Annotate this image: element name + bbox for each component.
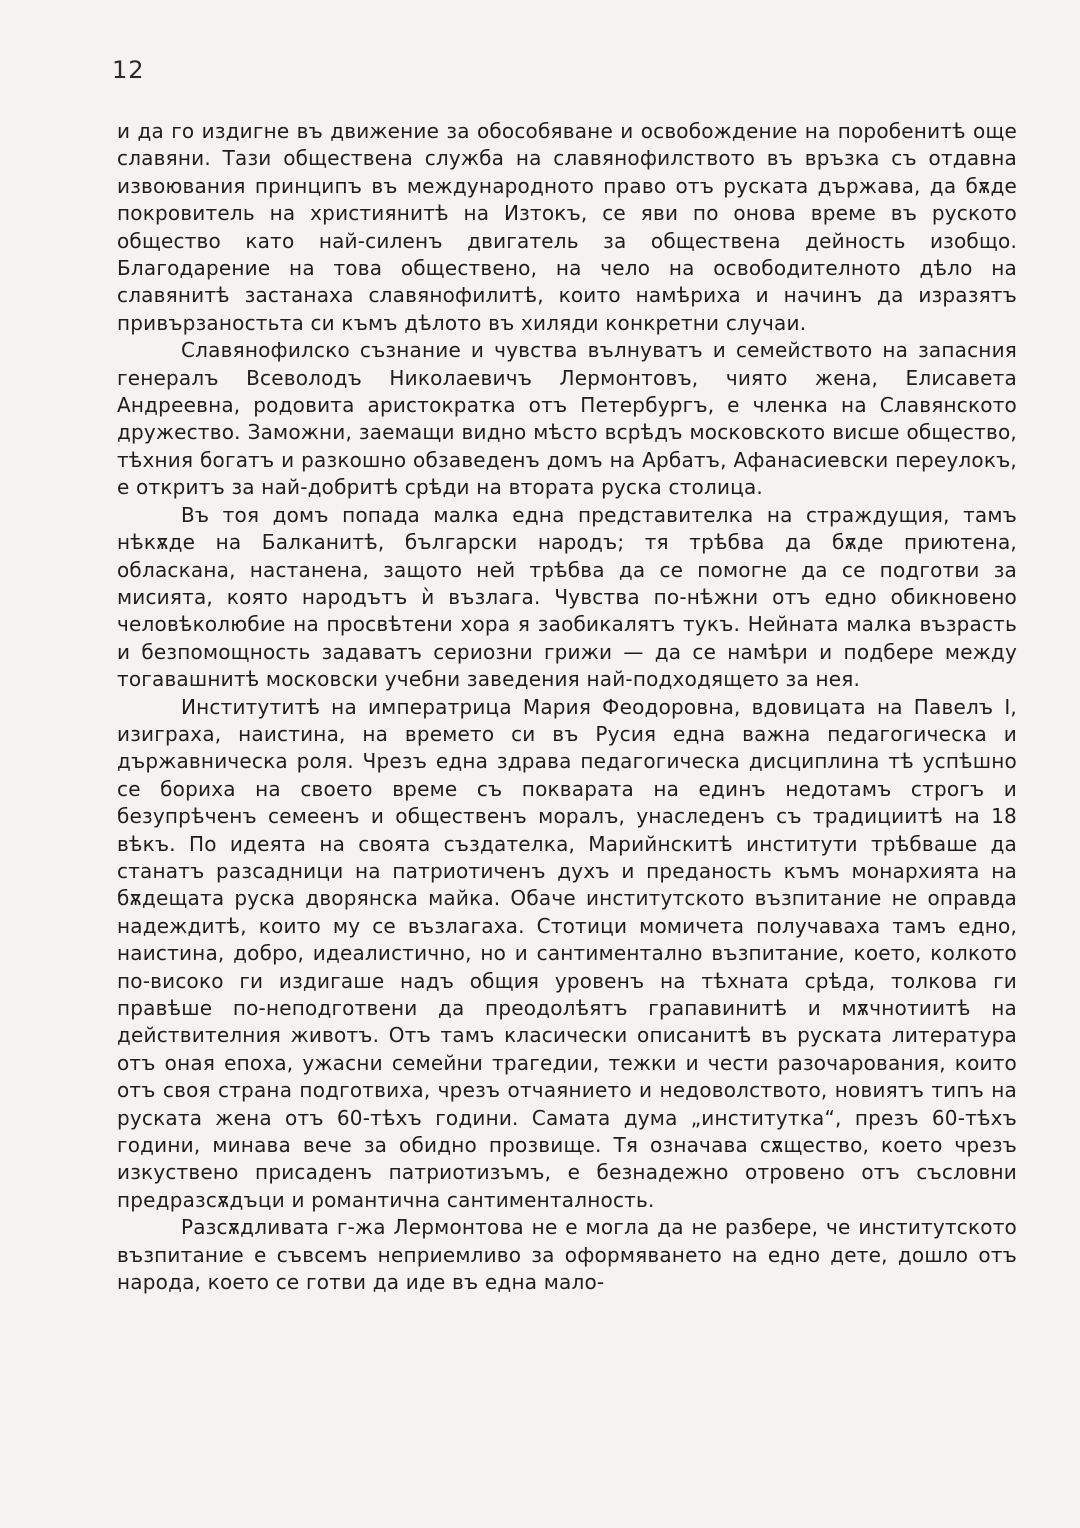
body-text: [117, 118, 1017, 1296]
page-number: 12: [112, 56, 145, 84]
paragraph: и да го издигне въ движение за обособяване и освобождение на поробенитѣ още славяни. Тази обществена служба на славянофилството въ връзка съ отдавна извоювания принципъ въ международното право отъ руската държава, да бѫде покровитель на християнитѣ на Изтокъ, се яви по онова време въ руското общество като най-силенъ двигатель за обществена дейность изобщо. Благодарение на това обществено, на чело на освободителното дѣло на славянитѣ застанаха славянофилитѣ, които намѣриха и начинъ да изразятъ привързаностьта си къмъ дѣлото въ хиляди конкретни случаи.: [117, 119, 1017, 335]
paragraph: Въ тоя домъ попада малка една представителка на страждущия, тамъ нѣкѫде на Балканитѣ, български народъ; тя трѣбва да бѫде приютена, обласкана, настанена, защото ней трѣбва да се помогне да се подготви за мисията, която народътъ ѝ възлага. Чувства по-нѣжни отъ едно обикновено человѣколюбие на просвѣтени хора я заобикалятъ тукъ. Нейната малка възрасть и безпомощность задаватъ сериозни грижи — да се намѣри и подбере между тогавашнитѣ московски учебни заведения най-подходящето за нея.: [117, 502, 1017, 692]
paragraph: Разсѫдливата г-жа Лермонтова не е могла да не разбере, че институтското възпитание е съвсемъ неприемливо за оформяването на едно дете, дошло отъ народа, което се готви да иде въ една мало-: [117, 1215, 1017, 1295]
paragraph: Славянофилско съзнание и чувства вълнуватъ и семейството на запасния генералъ Всеволодъ Николаевичъ Лермонтовъ, чиято жена, Елисавета Андреевна, родовита аристократка отъ Петербургъ, е членка на Славянското дружество. Заможни, заемащи видно мѣсто всрѣдъ московското висше общество, тѣхния богатъ и разкошно обзаведенъ домъ на Арбатъ, Афанасиевски переулокъ, е откритъ за най-добритѣ срѣди на втората руска столица.: [117, 338, 1017, 500]
paragraph: Институтитѣ на императрица Мария Феодоровна, вдовицата на Павелъ I, изиграха, наистина, на времето си въ Русия една важна педагогическа и държавническа роля. Чрезъ една здрава педагогическа дисциплина тѣ успѣшно се бориха на своето време съ покварата на единъ недотамъ строгъ и безупрѣченъ семеенъ и общественъ моралъ, унаследенъ съ традициитѣ на 18 вѣкъ. По идеята на своята създателка, Марийнскитѣ институти трѣбваше да станатъ разсадници на патриотиченъ духъ и преданость къмъ монархията на бѫдещата руска дворянска майка. Обаче институтското възпитание не оправда надеждитѣ, които му се възлагаха. Стотици момичета получаваха тамъ едно, наистина, добро, идеалистично, но и сантиментално възпитание, което, колкото по-високо ги издигаше надъ общия уровенъ на тѣхната срѣда, толкова ги правѣше по-неподготвени да преодолѣятъ грапавинитѣ и мѫчнотиитѣ на действителния животъ. Отъ тамъ класически описанитѣ въ руската литература отъ оная епоха, ужасни семейни трагедии, тежки и чести разочарования, които отъ своя страна подготвиха, чрезъ отчаянието и недоволството, новиятъ типъ на руската жена отъ 60-тѣхъ години. Самата дума „институтка“, презъ 60-тѣхъ години, минава вече за обидно прозвище. Тя означава сѫщество, което чрезъ изкуствено присаденъ патриотизъмъ, е безнадежно отровено отъ съсловни предразсѫдъци и романтична сантименталность.: [117, 694, 1017, 1212]
